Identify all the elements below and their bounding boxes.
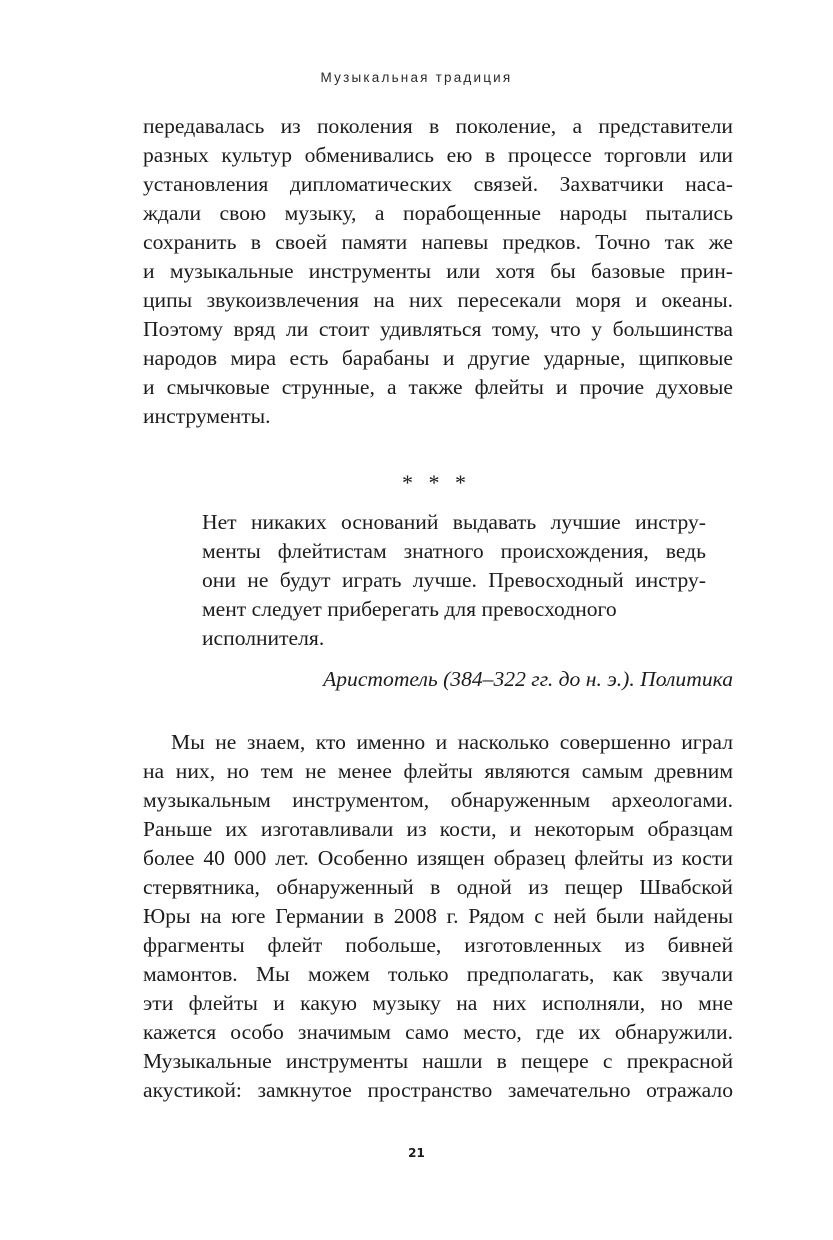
text-line: Раньше их изготавливали из кости, и некоторым образцам [143, 817, 733, 841]
text-line: на них, но тем не менее флейты являются самым древним [143, 759, 733, 783]
paragraph-1 [143, 112, 733, 431]
text-line: ждали свою музыку, а порабощенные народы пытались [143, 201, 733, 225]
text-line: и смычковые струнные, а также флейты и прочие духовые [143, 375, 733, 399]
text-line: стервятника, обнаруженный в одной из пещер Швабской [143, 875, 733, 899]
epigraph-line: Нет никаких оснований выдавать лучшие инстру- [202, 510, 706, 534]
text-line: эти флейты и какую музыку на них исполняли, но мне [143, 991, 733, 1015]
text-line: народов мира есть барабаны и другие ударные, щипковые [143, 346, 733, 370]
page-number: 21 [408, 1146, 425, 1160]
text-line: мамонтов. Мы можем только предполагать, как звучали [143, 962, 733, 986]
text-line: сохранить в своей памяти напевы предков. Точно так же [143, 230, 733, 254]
running-head: Музыкальная традиция [320, 70, 513, 85]
text-line: фрагменты флейт побольше, изготовленных из бивней [143, 933, 733, 957]
text-line: акустикой: замкнутое пространство замечательно отражало [143, 1078, 733, 1102]
text-line: установления дипломатических связей. Захватчики наса- [143, 172, 733, 196]
text-line: музыкальным инструментом, обнаруженным археологами. [143, 788, 733, 812]
text-line: Юры на юге Германии в 2008 г. Рядом с ней были найдены [143, 904, 733, 928]
epigraph-line: мент следует приберегать для превосходного [202, 597, 617, 621]
paragraph-2 [143, 728, 733, 1105]
text-line: Поэтому вряд ли стоит удивляться тому, что у большинства [143, 317, 733, 341]
section-separator: * * * [402, 470, 471, 495]
epigraph-line: они не будут играть лучше. Превосходный инстру- [202, 568, 706, 592]
text-line: Музыкальные инструменты нашли в пещере с прекрасной [143, 1049, 733, 1073]
text-line: и музыкальные инструменты или хотя бы базовые прин- [143, 259, 733, 283]
text-line: Мы не знаем, кто именно и насколько совершенно играл [171, 730, 733, 754]
epigraph [202, 508, 706, 653]
text-line: кажется особо значимым само место, где их обнаружили. [143, 1020, 733, 1044]
epigraph-line: менты флейтистам знатного происхождения, ведь [202, 539, 706, 563]
text-line: разных культур обменивались ею в процессе торговли или [143, 143, 733, 167]
text-line: передавалась из поколения в поколение, а представители [143, 114, 733, 138]
epigraph-line: исполнителя. [202, 626, 325, 650]
text-line: инструменты. [143, 404, 271, 428]
epigraph-attribution: Аристотель (384–322 гг. до н. э.). Политика [323, 667, 733, 691]
text-line: ципы звукоизвлечения на них пересекали моря и океаны. [143, 288, 733, 312]
text-line: более 40 000 лет. Особенно изящен образец флейты из кости [143, 846, 733, 870]
